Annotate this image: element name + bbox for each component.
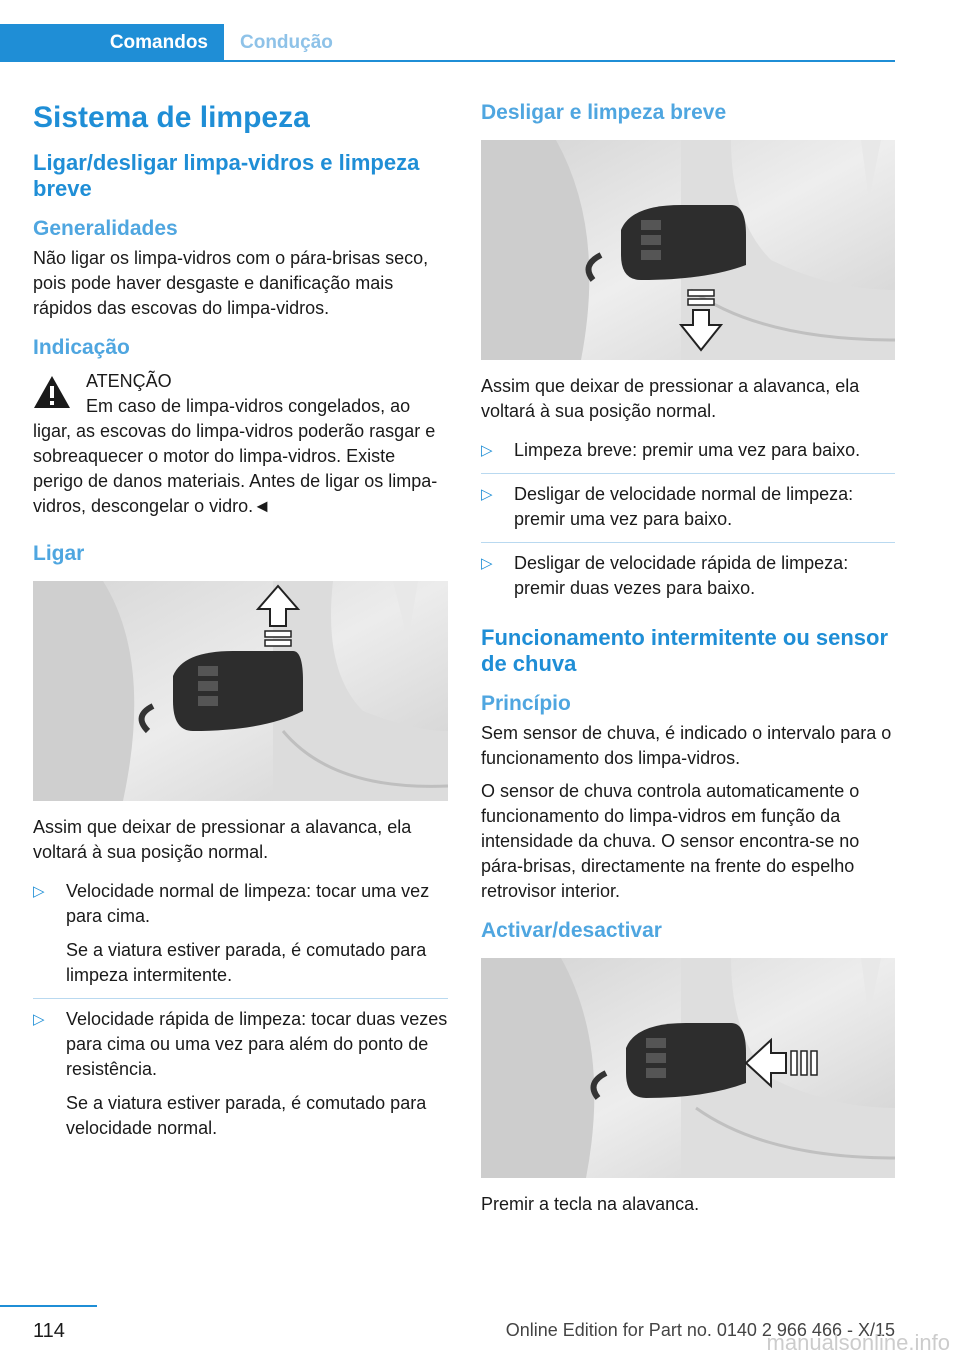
principle-text-2: O sensor de chuva controla automaticamente o funcionamento do limpa-vidros em função da intensidade da chuva. O sensor encontra-se no pára-brisas, directamente na frente do espelho retrovisor interior. [481, 781, 860, 901]
activate-text: Premir a tecla na alavanca. [481, 1194, 700, 1214]
warning-block [33, 369, 448, 519]
right-instruction-list [481, 438, 895, 611]
lever-button-illustration [481, 958, 895, 1178]
off-heading: Desligar e limpeza breve [481, 101, 727, 124]
page-title: Sistema de limpeza [33, 101, 310, 134]
list-item-text: Velocidade normal de limpeza: tocar uma vez para cima. [66, 881, 430, 926]
section-tabs [0, 24, 895, 62]
triangle-bullet-icon: ▷ [481, 442, 493, 459]
list-item-note: Se a viatura estiver parada, é comutado para limpeza intermitente. [66, 940, 427, 985]
warning-triangle-icon [33, 375, 71, 409]
warning-title: ATENÇÃO [86, 371, 172, 391]
principle-heading: Princípio [481, 692, 571, 715]
left-instruction-list [33, 879, 448, 1151]
list-item-text: Desligar de velocidade rápida de limpeza: premir duas vezes para baixo. [514, 553, 849, 598]
tab-comandos[interactable]: Comandos [0, 24, 224, 62]
list-item [481, 438, 895, 474]
list-item-note: Se a viatura estiver parada, é comutado para velocidade normal. [66, 1093, 427, 1138]
list-item-text: Desligar de velocidade normal de limpeza: premir uma vez para baixo. [514, 484, 854, 529]
figure-lever-button [481, 958, 895, 1178]
ligar-heading: Ligar [33, 542, 85, 565]
activate-heading: Activar/desactivar [481, 919, 662, 942]
after-figure-text: Assim que deixar de pressionar a alavanca, ela voltará à sua posição normal. [33, 817, 412, 862]
watermark-text: manualsonline.info [766, 1330, 950, 1355]
warning-text: ligar, as escovas do limpa-vidros poderão rasgar e sobreaquecer o motor do limpa-vidros. Existe perigo de danos materiais. Antes de ligar os limpa-vidros, descongelar o vidro.◄ [33, 421, 438, 516]
list-item [481, 551, 895, 611]
right-column [481, 100, 895, 1231]
list-item [33, 1007, 448, 1151]
after-figure-text: Assim que deixar de pressionar a alavanca, ela voltará à sua posição normal. [481, 376, 860, 421]
general-heading: Generalidades [33, 217, 178, 240]
lever-down-illustration [481, 140, 895, 360]
tab-conducao[interactable]: Condução [240, 32, 333, 53]
left-column [33, 100, 448, 1165]
list-item-text: Velocidade rápida de limpeza: tocar duas vezes para cima ou uma vez para além do ponto de resistência. [66, 1009, 448, 1079]
footer-rule [0, 1305, 97, 1307]
list-item [481, 482, 895, 543]
principle-text-1: Sem sensor de chuva, é indicado o intervalo para o funcionamento dos limpa-vidros. [481, 723, 892, 768]
general-text: Não ligar os limpa-vidros com o pára-brisas seco, pois pode haver desgaste e danificação mais rápidos das escovas do limpa-vidros. [33, 248, 429, 318]
triangle-bullet-icon: ▷ [33, 1011, 45, 1028]
list-item [33, 879, 448, 999]
triangle-bullet-icon: ▷ [481, 555, 493, 572]
page-number: 114 [33, 1320, 65, 1342]
figure-lever-up [33, 581, 448, 801]
figure-lever-down [481, 140, 895, 360]
indication-heading: Indicação [33, 336, 130, 359]
warning-text-first-line: Em caso de limpa-vidros congelados, ao [86, 396, 411, 416]
list-item-text: Limpeza breve: premir uma vez para baixo. [514, 440, 861, 460]
intermittent-heading: Funcionamento intermitente ou sensor de chuva [481, 625, 889, 676]
section-subtitle: Ligar/desligar limpa-vidros e limpeza breve [33, 150, 420, 201]
triangle-bullet-icon: ▷ [33, 883, 45, 900]
lever-up-illustration [33, 581, 448, 801]
edition-text: Online Edition for Part no. 0140 2 966 466 - X/15 [505, 1320, 895, 1340]
triangle-bullet-icon: ▷ [481, 486, 493, 503]
